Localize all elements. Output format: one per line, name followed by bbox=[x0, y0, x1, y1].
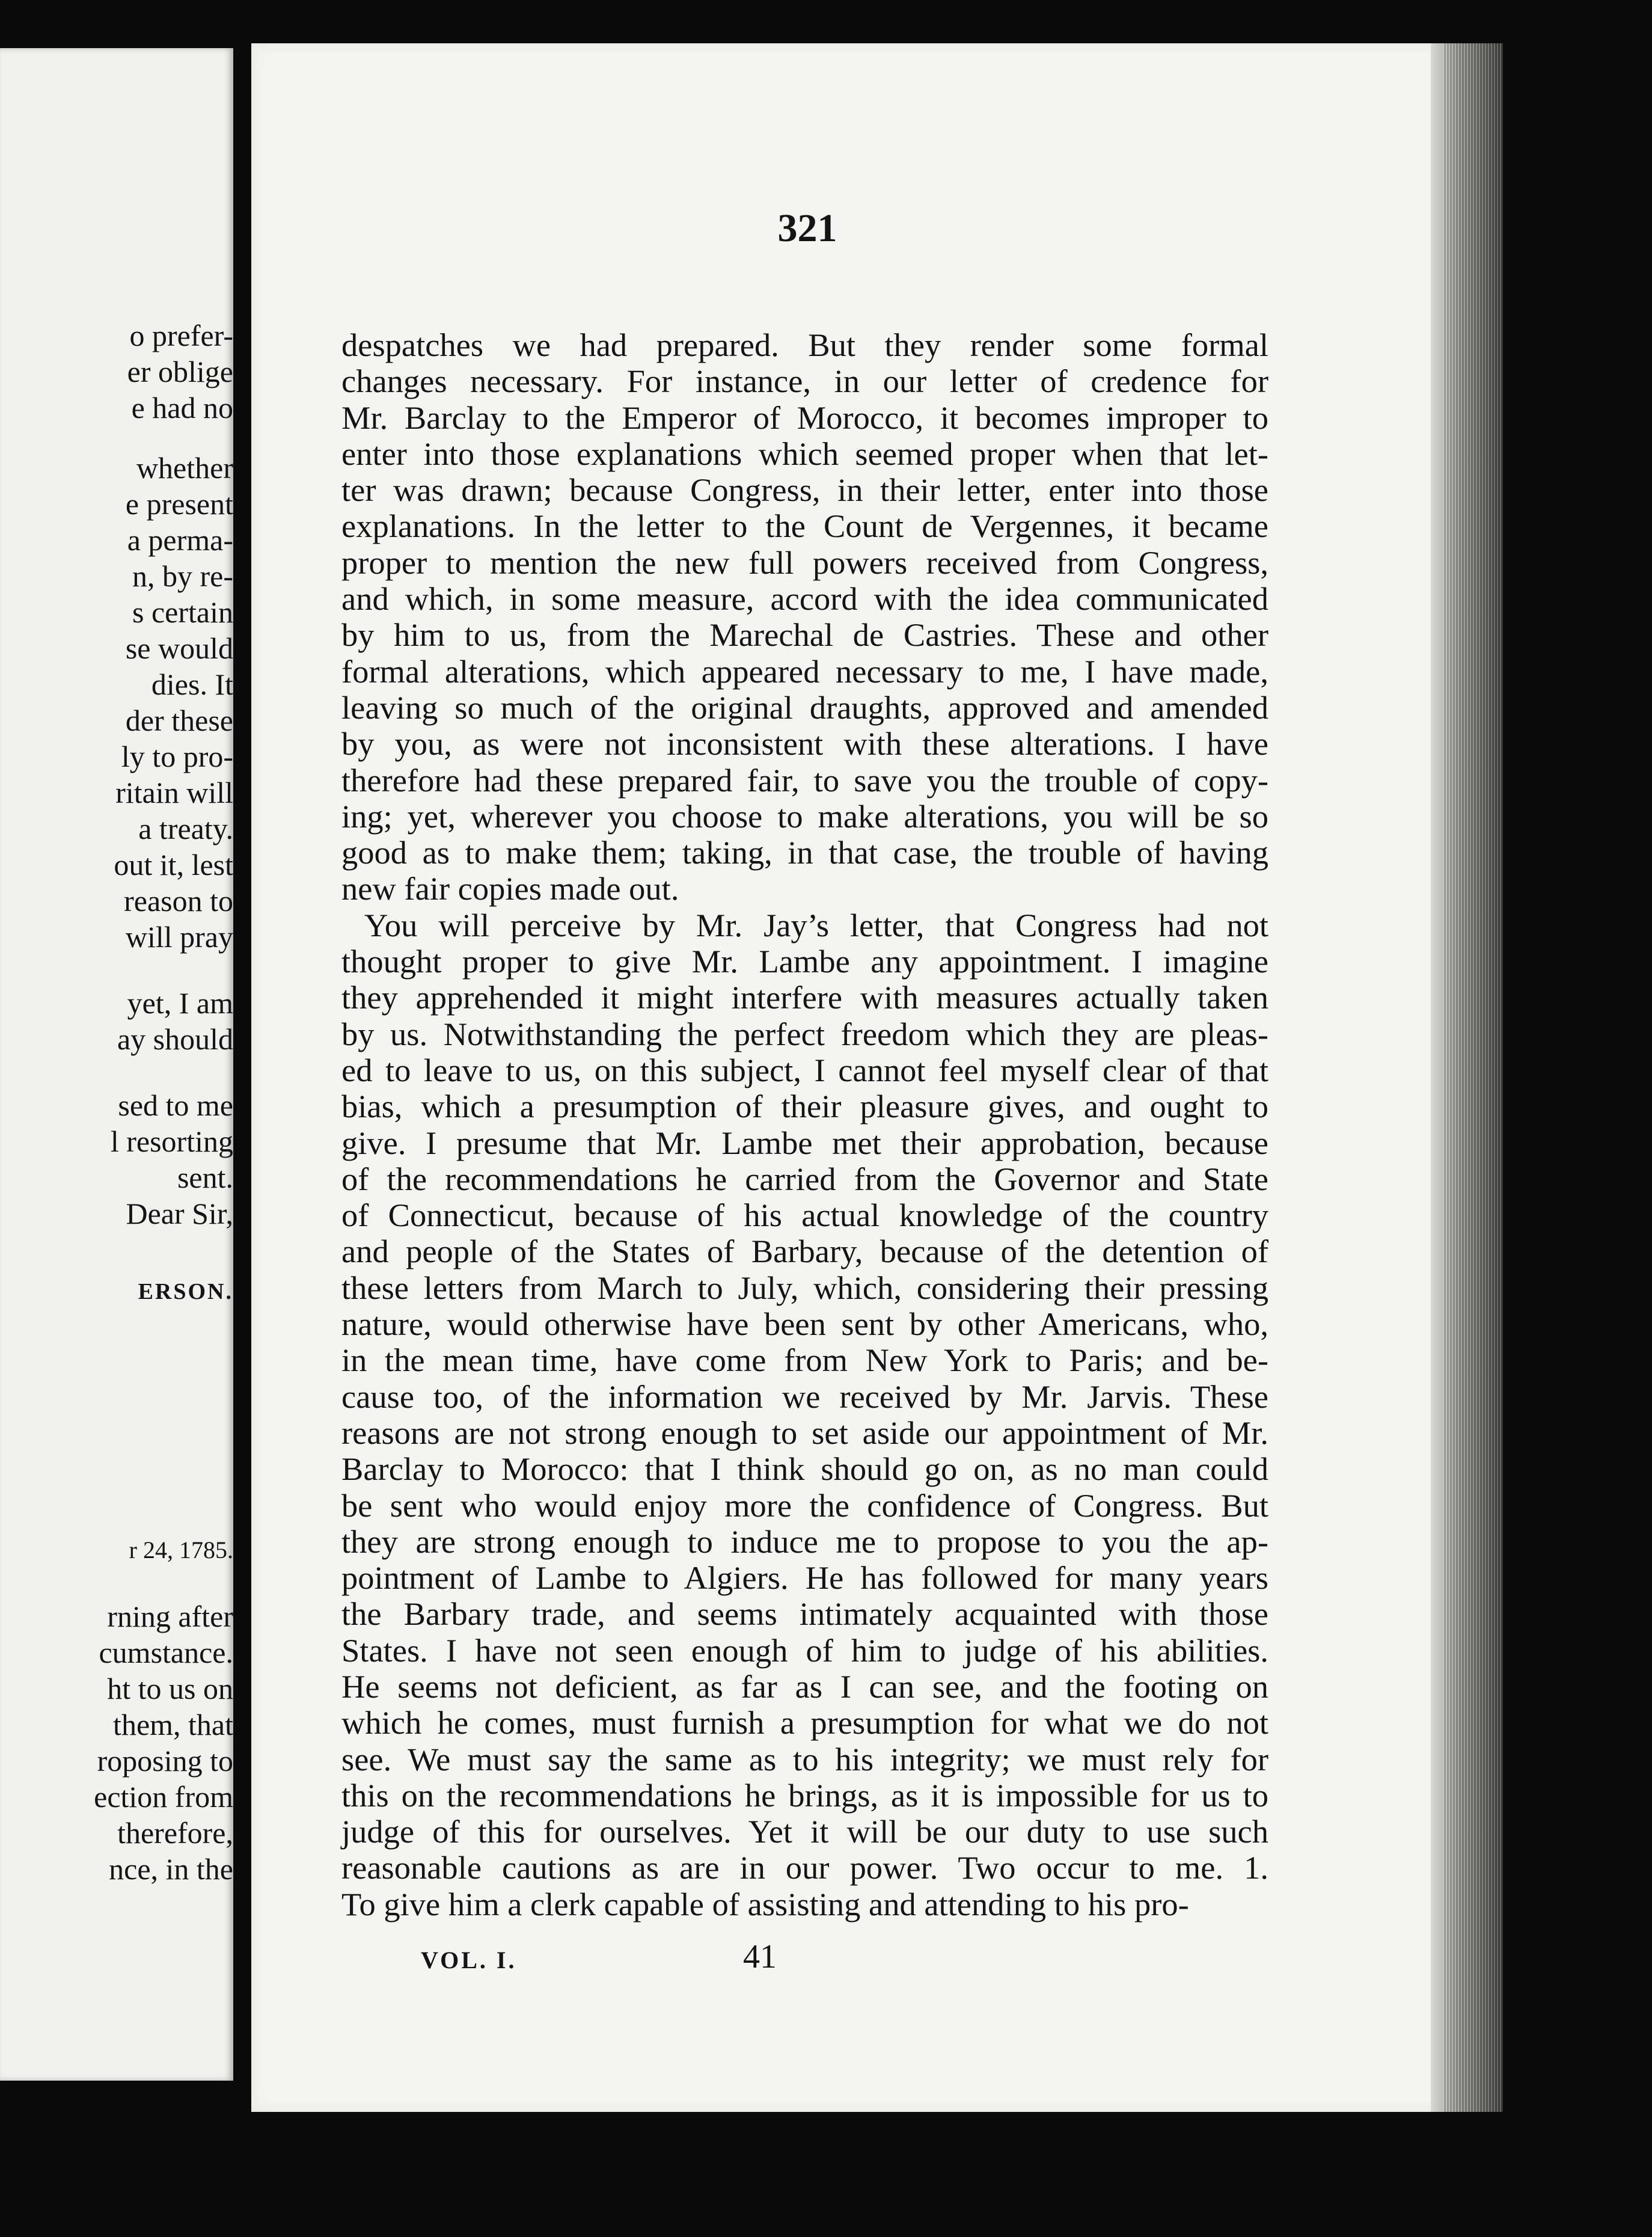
facing-page-line: whether bbox=[136, 451, 233, 485]
facing-page-line: e present bbox=[125, 487, 233, 521]
text-line: nature, would otherwise have been sent by other Americans, who, bbox=[341, 1306, 1268, 1343]
facing-page-line: sed to me bbox=[118, 1088, 233, 1122]
text-line: despatches we had prepared. But they render some formal bbox=[341, 327, 1268, 363]
facing-page-line: yet, I am bbox=[127, 986, 233, 1020]
text-line: Mr. Barclay to the Emperor of Morocco, it becomes improper to bbox=[341, 399, 1268, 436]
facing-page-line: ly to pro- bbox=[121, 740, 233, 773]
facing-page-line: nce, in the bbox=[109, 1852, 233, 1886]
text-line: thought proper to give Mr. Lambe any appointment. I imagine bbox=[341, 943, 1268, 980]
facing-page-line: rning after bbox=[107, 1600, 233, 1633]
facing-page-line: will pray bbox=[125, 920, 233, 954]
text-line: States. I have not seen enough of him to judge of his abilities. bbox=[341, 1631, 1268, 1669]
text-line: of Connecticut, because of his actual knowledge of the country bbox=[341, 1197, 1268, 1234]
text-line: which he comes, must furnish a presumption for what we do not bbox=[341, 1704, 1268, 1741]
facing-page-line: ay should bbox=[117, 1022, 233, 1056]
facing-page-line: o prefer- bbox=[129, 319, 233, 352]
facing-page-line: e had no bbox=[131, 391, 233, 425]
text-line: bias, which a presumption of their pleasure gives, and ought to bbox=[341, 1088, 1268, 1125]
text-line: explanations. In the letter to the Count de Vergennes, it became bbox=[341, 508, 1268, 545]
facing-page-line: r 24, 1785. bbox=[129, 1536, 233, 1563]
text-line: they are strong enough to induce me to propose to you the ap- bbox=[341, 1523, 1268, 1560]
text-line: by you, as were not inconsistent with these alterations. I have bbox=[341, 725, 1268, 763]
text-line: leaving so much of the original draughts, approved and amended bbox=[341, 689, 1268, 726]
text-line: of the recommendations he carried from the Governor and State bbox=[341, 1160, 1268, 1197]
text-line: give. I presume that Mr. Lambe met their approbation, because bbox=[341, 1124, 1268, 1161]
facing-page-line: se would bbox=[125, 631, 233, 665]
facing-page-line: ht to us on bbox=[107, 1672, 233, 1705]
text-line: ed to leave to us, on this subject, I cannot feel myself clear of that bbox=[341, 1051, 1268, 1088]
text-line: reasons are not strong enough to set aside our appointment of Mr. bbox=[341, 1414, 1268, 1451]
facing-page-line: s certain bbox=[132, 595, 233, 629]
facing-page-line: cumstance. bbox=[99, 1636, 233, 1669]
text-line: enter into those explanations which seemed proper when that let- bbox=[341, 435, 1268, 472]
text-line: by us. Notwithstanding the perfect freedom which they are pleas- bbox=[341, 1015, 1268, 1052]
text-line: reasonable cautions as are in our power. Two occur to me. 1. bbox=[341, 1849, 1268, 1886]
text-line: these letters from March to July, which, considering their pressing bbox=[341, 1269, 1268, 1306]
facing-page-line: er oblige bbox=[127, 355, 233, 388]
facing-page-line: a treaty. bbox=[138, 812, 233, 845]
facing-page-line: a perma- bbox=[127, 523, 233, 557]
facing-page-line: l resorting bbox=[110, 1125, 233, 1158]
signature-mark: 41 bbox=[743, 1938, 777, 1975]
facing-page-line: them, that bbox=[113, 1708, 233, 1741]
page-number: 321 bbox=[777, 206, 837, 250]
text-line: To give him a clerk capable of assisting and attending to his pro- bbox=[341, 1885, 1189, 1922]
facing-page-line: dies. It bbox=[151, 667, 233, 701]
text-line: proper to mention the new full powers received from Congress, bbox=[341, 544, 1268, 581]
facing-page-line: out it, lest bbox=[114, 848, 233, 882]
text-line: judge of this for ourselves. Yet it will be our duty to use such bbox=[341, 1813, 1268, 1850]
text-line: ing; yet, wherever you choose to make alterations, you will be so bbox=[341, 797, 1268, 835]
text-line: this on the recommendations he brings, as it is impossible for us to bbox=[341, 1776, 1268, 1814]
facing-page-line: ection from bbox=[94, 1780, 233, 1814]
text-line: and people of the States of Barbary, because of the detention of bbox=[341, 1233, 1268, 1270]
facing-page-line: n, by re- bbox=[132, 559, 233, 593]
text-line: Barclay to Morocco: that I think should go on, as no man could bbox=[341, 1450, 1268, 1488]
facing-page-line: Dear Sir, bbox=[126, 1197, 233, 1230]
text-line: by him to us, from the Marechal de Castries. These and other bbox=[341, 616, 1268, 654]
text-line: they apprehended it might interfere with measures actually taken bbox=[341, 979, 1268, 1016]
text-line: cause too, of the information we received by Mr. Jarvis. These bbox=[341, 1378, 1268, 1415]
text-line: therefore had these prepared fair, to save you the trouble of copy- bbox=[341, 761, 1268, 799]
facing-page-line: roposing to bbox=[97, 1744, 233, 1778]
facing-page-line: sent. bbox=[177, 1161, 233, 1194]
text-line: He seems not deficient, as far as I can see, and the footing on bbox=[341, 1668, 1268, 1705]
text-line: good as to make them; taking, in that case, the trouble of having bbox=[341, 834, 1268, 871]
text-line: see. We must say the same as to his integrity; we must rely for bbox=[341, 1740, 1268, 1778]
facing-page-fragment bbox=[0, 48, 233, 2081]
body-text bbox=[341, 327, 1268, 1922]
facing-page-line: ritain will bbox=[115, 776, 233, 809]
facing-page-line: reason to bbox=[124, 884, 233, 918]
volume-marker: VOL. I. bbox=[421, 1947, 517, 1974]
text-line: pointment of Lambe to Algiers. He has followed for many years bbox=[341, 1559, 1268, 1597]
text-line: and which, in some measure, accord with the idea communicated bbox=[341, 580, 1268, 618]
text-line: be sent who would enjoy more the confidence of Congress. But bbox=[341, 1487, 1268, 1524]
text-line: the Barbary trade, and seems intimately acquainted with those bbox=[341, 1595, 1268, 1633]
text-line: formal alterations, which appeared necessary to me, I have made, bbox=[341, 652, 1268, 690]
book-page-edge-texture bbox=[1443, 43, 1503, 2112]
text-line: You will perceive by Mr. Jay’s letter, that Congress had not bbox=[364, 906, 1268, 944]
facing-page-line: ERSON. bbox=[138, 1279, 233, 1304]
book-page bbox=[251, 43, 1455, 2112]
facing-page-line: therefore, bbox=[117, 1816, 233, 1850]
text-line: changes necessary. For instance, in our letter of credence for bbox=[341, 363, 1268, 400]
text-line: in the mean time, have come from New York to Paris; and be- bbox=[341, 1342, 1268, 1379]
text-line: ter was drawn; because Congress, in their letter, enter into those bbox=[341, 471, 1268, 509]
text-line: new fair copies made out. bbox=[341, 870, 679, 907]
facing-page-line: der these bbox=[125, 704, 233, 737]
